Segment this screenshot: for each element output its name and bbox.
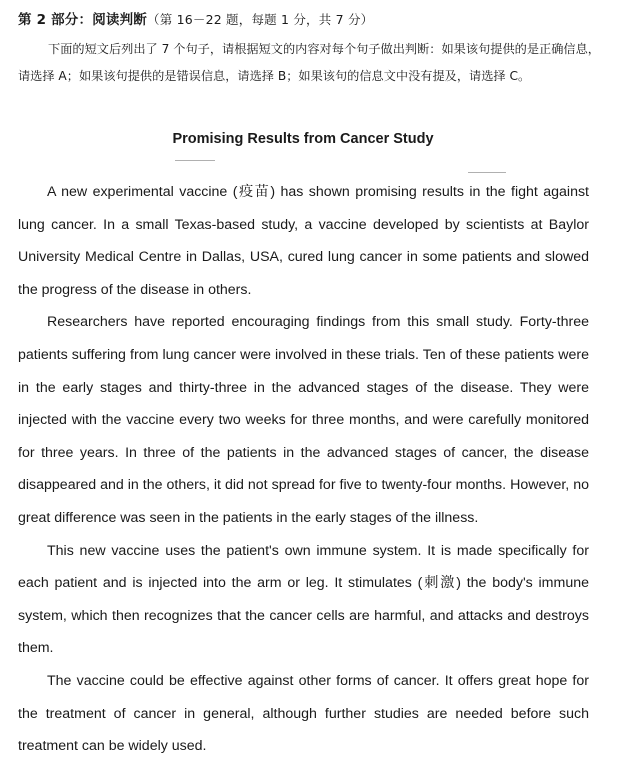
section-instructions: 下面的短文后列出了 7 个句子，请根据短文的内容对每个句子做出判断：如果该句提供的是正确信息，请选择 A；如果该句提供的是错误信息，请选择 B；如果该句的信息文中没有提及，请选择 C。 xyxy=(18,42,600,83)
scan-speck xyxy=(175,160,215,161)
passage-paragraph: This new vaccine uses the patient's own immune system. It is made specifically for each patient and is injected into the arm or leg. It stimulates (刺激) the body's immune system, which then recognizes that the cancer cells are harmful, and attacks and destroys them. xyxy=(18,542,589,657)
passage-paragraph: A new experimental vaccine (疫苗) has shown promising results in the fight against lung cancer. In a small Texas-based study, a vaccine developed by scientists at Baylor University Medical Centre in Dallas, USA, cured lung cancer in some patients and slowed the progress of the disease in others. xyxy=(18,184,589,298)
passage-title: Promising Results from Cancer Study xyxy=(172,131,434,147)
section-scoring: （第 16－22 题，每题 1 分，共 7 分） xyxy=(147,12,374,27)
passage-paragraph: The vaccine could be effective against other forms of cancer. It offers great hope for the treatment of cancer in general, although further studies are needed before such treatment can be widely used. xyxy=(18,672,589,755)
passage-paragraph: Researchers have reported encouraging findings from this small study. Forty-three patients suffering from lung cancer were involved in these trials. Ten of these patients were in the early stages and thirty-three in the advanced stages of the disease. They were injected with the vaccine every two weeks for three months, and were carefully monitored for three years. In three of the patients in the advanced stages of cancer, the disease disappeared and in the others, it did not spread for five to twenty-four months. However, no great difference was seen in the patients in the early stages of the illness. xyxy=(18,314,589,526)
section-heading-title: 第 2 部分：阅读判断 xyxy=(18,12,147,28)
section-heading xyxy=(18,10,608,30)
passage-body xyxy=(18,176,589,763)
scan-speck xyxy=(468,172,506,173)
